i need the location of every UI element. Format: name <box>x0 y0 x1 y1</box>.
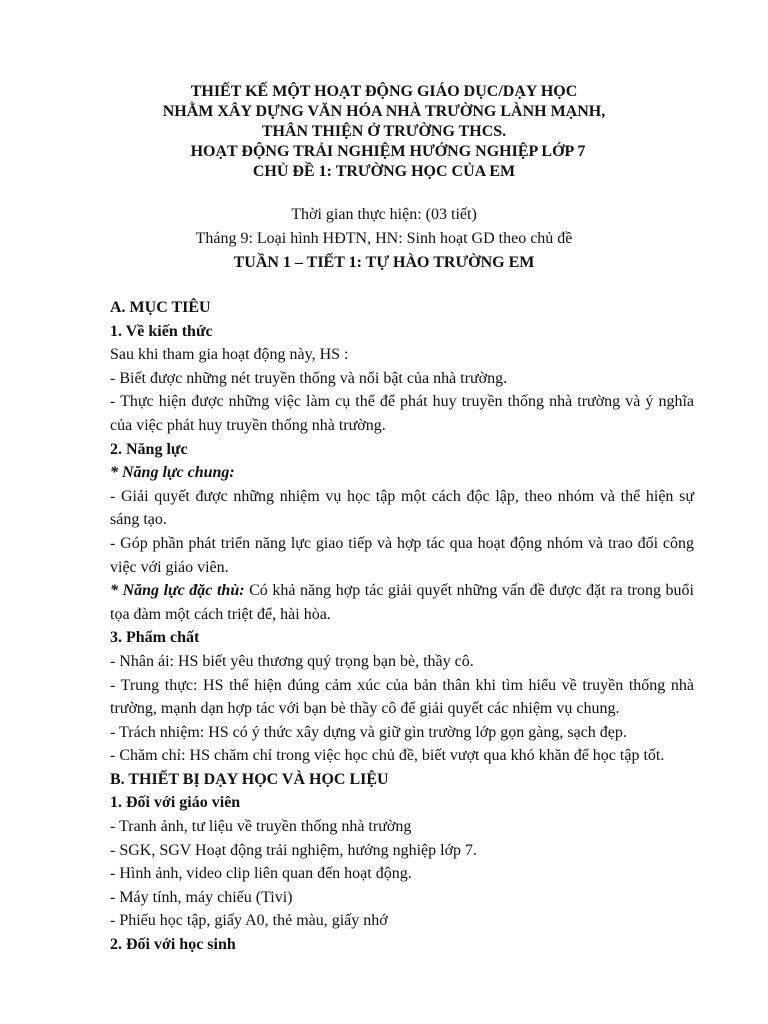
knowledge-item: - Biết được những nét truyền thống và nổi bật của nhà trường. <box>110 369 508 387</box>
specific-competence-text: Có khả năng hợp tác giải quyết những vấn đề được đặt ra trong buổi tọa đàm một cách triệt để, hài hòa. <box>110 582 695 623</box>
knowledge-item: - Thực hiện được những việc làm cụ thể để phát huy truyền thống nhà trường và ý nghĩa của việc phát huy truyền thống nhà trường. <box>110 393 694 434</box>
specific-competence <box>110 579 694 626</box>
quality-item: - Trách nhiệm: HS có ý thức xây dựng và giữ gìn trường lớp gọn gàng, sạch đẹp. <box>110 723 627 741</box>
title-line: HOẠT ĐỘNG TRẢI NGHIỆM HƯỚNG NGHIỆP LỚP 7 <box>190 143 586 160</box>
student-heading: 2. Đối với học sinh <box>110 936 236 954</box>
knowledge-intro: Sau khi tham gia hoạt động này, HS : <box>110 346 349 364</box>
section-b-heading: B. THIẾT BỊ DẠY HỌC VÀ HỌC LIỆU <box>110 770 389 788</box>
qualities-heading: 3. Phẩm chất <box>110 629 200 647</box>
week-title: TUẦN 1 – TIẾT 1: TỰ HÀO TRƯỜNG EM <box>233 254 535 271</box>
month-text: Tháng 9: Loại hình HĐTN, HN: Sinh hoạt GD theo chủ đề <box>195 230 573 247</box>
duration-text: Thời gian thực hiện: (03 tiết) <box>291 206 477 223</box>
general-competence-label: * Năng lực chung: <box>110 464 235 482</box>
title-line: NHẰM XÂY DỰNG VĂN HÓA NHÀ TRƯỜNG LÀNH MẠNH, <box>162 103 606 120</box>
knowledge-heading: 1. Về kiến thức <box>110 322 213 340</box>
general-competence-item: - Góp phần phát triển năng lực giao tiếp và hợp tác qua hoạt động nhóm và trao đối công việc với giáo viên. <box>110 534 694 576</box>
quality-item: - Trung thực: HS thể hiện đúng cảm xúc của bản thân khi tìm hiểu về truyền thống nhà trường, mạnh dạn hợp tác với bạn bè thầy cô để giải quyết các nhiệm vụ chung. <box>110 676 694 718</box>
document-title <box>0 82 768 182</box>
title-line: THIẾT KẾ MỘT HOẠT ĐỘNG GIÁO DỤC/DẠY HỌC <box>190 83 578 100</box>
quality-item: - Nhân ái: HS biết yêu thương quý trọng bạn bè, thầy cô. <box>110 652 474 670</box>
document-body <box>110 296 694 957</box>
title-line: THÂN THIỆN Ở TRƯỜNG THCS. <box>261 123 507 140</box>
quality-item: - Chăm chỉ: HS chăm chỉ trong việc học chủ đề, biết vượt qua khó khăn để học tập tốt. <box>110 747 665 765</box>
teacher-item: - Hình ảnh, video clip liên quan đến hoạt động. <box>110 865 412 883</box>
teacher-item: - Máy tính, máy chiếu (Tivi) <box>110 888 293 906</box>
section-a-heading: A. MỤC TIÊU <box>110 299 211 316</box>
teacher-heading: 1. Đối với giáo viên <box>110 794 241 812</box>
competence-heading: 2. Năng lực <box>110 440 188 458</box>
teacher-item: - SGK, SGV Hoạt động trải nghiệm, hướng nghiệp lớp 7. <box>110 841 478 859</box>
teacher-item: - Tranh ảnh, tư liệu về truyền thống nhà trường <box>110 818 412 836</box>
lesson-meta <box>0 203 768 275</box>
teacher-item: - Phiếu học tập, giấy A0, thẻ màu, giấy nhớ <box>110 912 388 930</box>
title-line: CHỦ ĐỀ 1: TRƯỜNG HỌC CỦA EM <box>252 163 516 180</box>
general-competence-item: - Giải quyết được những nhiệm vụ học tập một cách độc lập, theo nhóm và thể hiện sự sáng tạo. <box>110 487 694 529</box>
specific-competence-label: * Năng lực đặc thù: <box>110 582 245 600</box>
